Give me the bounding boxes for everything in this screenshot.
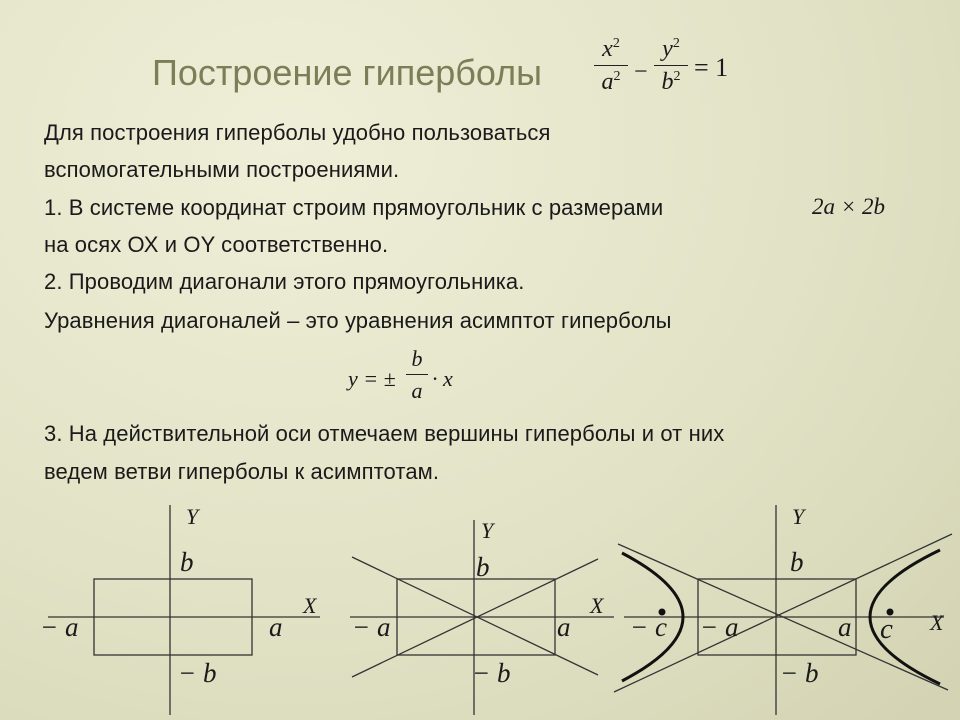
fig2-neg-b-label: − b (472, 658, 511, 688)
asymptote-den: a (411, 378, 423, 403)
fig2-a-label: a (557, 612, 571, 642)
eq-b: b (661, 69, 674, 95)
eq-x-exp: 2 (612, 36, 620, 51)
fig3-neg-a-label: − a (700, 612, 739, 642)
fig2-x-label: X (590, 593, 604, 618)
fig3-y-label: Y (792, 504, 805, 529)
fig2-b-label: b (476, 552, 490, 582)
fig3-x-label: X (930, 610, 944, 635)
eq-rhs: = 1 (694, 53, 729, 82)
eq-y: y (662, 36, 673, 62)
asymptote-num: b (411, 346, 423, 371)
text-line-8: ведем ветви гиперболы к асимптотам. (44, 459, 440, 484)
fig3-b-label: b (790, 547, 804, 577)
page-title: Построение гиперболы (152, 52, 542, 93)
text-line-6: Уравнения диагоналей – это уравнения асимптот гиперболы (44, 308, 672, 333)
fig3-neg-b-label: − b (780, 658, 819, 688)
fig1-neg-a-label: − a (40, 612, 79, 642)
eq-b-exp: 2 (673, 69, 681, 84)
fig1-b-label: b (180, 547, 194, 577)
text-line-7: 3. На действительной оси отмечаем вершины гиперболы и от них (44, 421, 725, 446)
text-line-5: 2. Проводим диагонали этого прямоугольника. (44, 269, 525, 294)
asymptote-rhs: · x (432, 366, 453, 391)
text-line-3: 1. В системе координат строим прямоугольник с размерами (44, 195, 664, 220)
asymptote-lhs: y = ± (348, 366, 396, 391)
fig3-a-label: a (838, 612, 852, 642)
fig3-neg-c-label: − c (630, 612, 667, 642)
text-line-4: на осях ОХ и ОY соответственно. (44, 232, 389, 257)
fig1-neg-b-label: − b (178, 658, 217, 688)
eq-a: a (601, 69, 614, 95)
fig1-a-label: a (269, 612, 283, 642)
eq-y-exp: 2 (672, 36, 680, 51)
eq-x: x (602, 36, 613, 62)
fig2-neg-a-label: − a (352, 612, 391, 642)
text-line-1: Для построения гиперболы удобно пользоваться (44, 120, 551, 145)
eq-minus: − (634, 59, 648, 85)
fig1-x-label: X (303, 593, 317, 618)
text-line-2: вспомогательными построениями. (44, 157, 400, 182)
fig2-y-label: Y (481, 518, 494, 543)
rectangle-dimensions: 2a × 2b (812, 194, 886, 219)
fig3-c-label: c (880, 613, 893, 645)
fig1-y-label: Y (186, 504, 199, 529)
eq-a-exp: 2 (613, 69, 621, 84)
